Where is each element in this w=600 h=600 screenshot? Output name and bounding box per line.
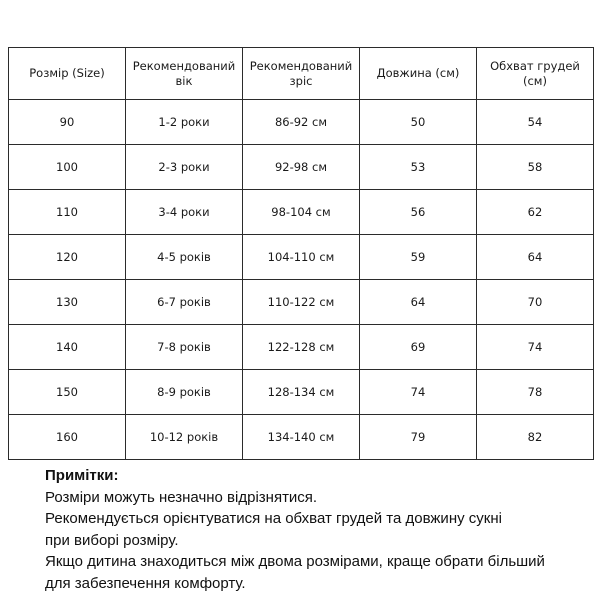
table-row: [9, 190, 594, 235]
cell-size: 110: [9, 190, 126, 235]
notes-line: Рекомендується орієнтуватися на обхват грудей та довжину сукні: [45, 510, 502, 527]
cell-chest: 58: [477, 145, 594, 190]
cell-size: 100: [9, 145, 126, 190]
cell-length: 64: [360, 280, 477, 325]
cell-height: 86-92 см: [243, 100, 360, 145]
header-chest-girth: Обхват грудей (см): [477, 48, 594, 100]
cell-age: 10-12 років: [126, 415, 243, 460]
cell-height: 122-128 см: [243, 325, 360, 370]
cell-length: 53: [360, 145, 477, 190]
notes-line: при виборі розміру.: [45, 531, 179, 549]
cell-chest: 54: [477, 100, 594, 145]
table-row: [9, 370, 594, 415]
cell-chest: 82: [477, 415, 594, 460]
notes-line: Розміри можуть незначно відрізнятися.: [45, 488, 318, 506]
cell-age: 8-9 років: [126, 370, 243, 415]
notes-section: [45, 465, 585, 594]
cell-size: 160: [9, 415, 126, 460]
notes-line: для забезпечення комфорту.: [45, 574, 246, 592]
table-row: [9, 325, 594, 370]
cell-chest: 70: [477, 280, 594, 325]
cell-length: 59: [360, 235, 477, 280]
cell-length: 50: [360, 100, 477, 145]
cell-chest: 64: [477, 235, 594, 280]
table-row: [9, 415, 594, 460]
cell-height: 98-104 см: [243, 190, 360, 235]
cell-height: 104-110 см: [243, 235, 360, 280]
cell-age: 3-4 роки: [126, 190, 243, 235]
cell-height: 134-140 см: [243, 415, 360, 460]
header-length: Довжина (см): [360, 48, 477, 100]
notes-title: Примітки:: [45, 467, 119, 484]
cell-size: 150: [9, 370, 126, 415]
cell-length: 79: [360, 415, 477, 460]
header-recommended-height: Рекомендований зріс: [243, 48, 360, 100]
cell-age: 4-5 років: [126, 235, 243, 280]
cell-age: 2-3 роки: [126, 145, 243, 190]
cell-chest: 62: [477, 190, 594, 235]
cell-height: 110-122 см: [243, 280, 360, 325]
table-header-row: [9, 48, 594, 100]
table-row: [9, 235, 594, 280]
cell-size: 120: [9, 235, 126, 280]
table-row: [9, 100, 594, 145]
cell-height: 128-134 см: [243, 370, 360, 415]
cell-chest: 78: [477, 370, 594, 415]
cell-size: 140: [9, 325, 126, 370]
header-recommended-age: Рекомендований вік: [126, 48, 243, 100]
cell-size: 90: [9, 100, 126, 145]
cell-age: 6-7 років: [126, 280, 243, 325]
header-size: Розмір (Size): [9, 48, 126, 100]
cell-age: 1-2 роки: [126, 100, 243, 145]
table-row: [9, 145, 594, 190]
cell-chest: 74: [477, 325, 594, 370]
cell-length: 74: [360, 370, 477, 415]
cell-size: 130: [9, 280, 126, 325]
size-chart-table: [8, 47, 594, 460]
cell-length: 69: [360, 325, 477, 370]
cell-age: 7-8 років: [126, 325, 243, 370]
cell-length: 56: [360, 190, 477, 235]
notes-line: Якщо дитина знаходиться між двома розмірами, краще обрати більший: [45, 553, 545, 570]
table-row: [9, 280, 594, 325]
cell-height: 92-98 см: [243, 145, 360, 190]
